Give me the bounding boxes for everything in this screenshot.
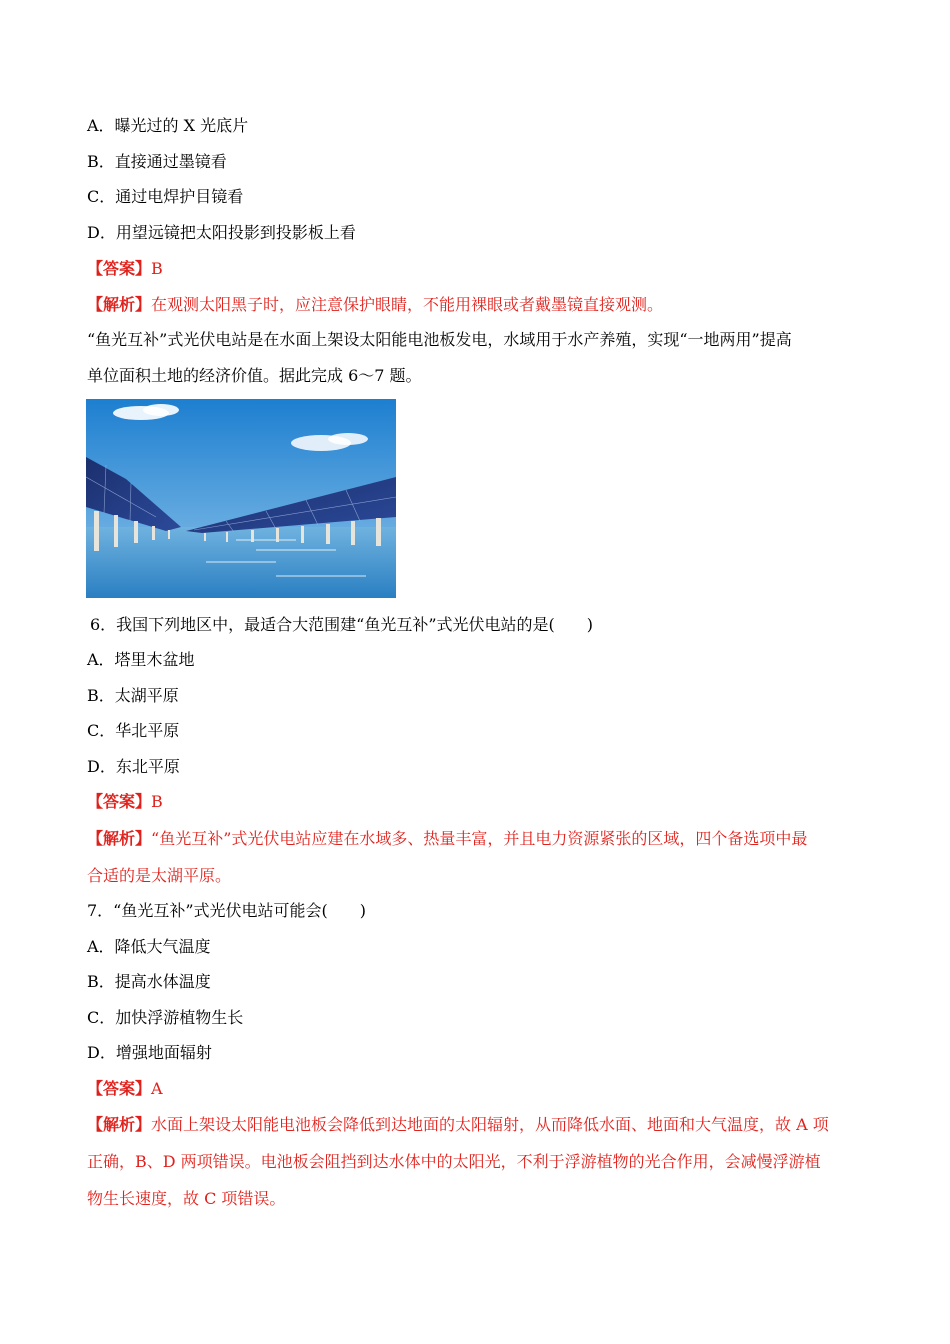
prev-option-c: C．通过电焊护目镜看 [87, 187, 244, 206]
answer-value: A [151, 1079, 163, 1098]
analysis-tag: 【解析】 [87, 295, 152, 314]
intro-line-2: 单位面积土地的经济价值。据此完成 6～7 题。 [87, 366, 422, 385]
answer-value: B [151, 259, 163, 278]
q5-answer [87, 259, 163, 279]
answer-tag: 【答案】 [87, 259, 152, 278]
analysis-text: 水面上架设太阳能电池板会降低到达地面的太阳辐射，从而降低水面、地面和大气温度，故 A 项 [151, 1115, 829, 1134]
q7-answer [87, 1079, 163, 1099]
q6-stem: 6．我国下列地区中，最适合大范围建“鱼光互补”式光伏电站的是( ) [90, 615, 594, 634]
q6-analysis-line-1 [87, 829, 807, 849]
q6-option-a: A．塔里木盆地 [87, 650, 195, 669]
analysis-text: “鱼光互补”式光伏电站应建在水域多、热量丰富，并且电力资源紧张的区域，四个备选项中最 [151, 829, 808, 848]
q7-option-b: B．提高水体温度 [87, 972, 211, 991]
q6-analysis-line-2: 合适的是太湖平原。 [87, 866, 232, 885]
prev-option-b: B．直接通过墨镜看 [87, 152, 227, 171]
q6-option-b: B．太湖平原 [87, 686, 179, 705]
q7-stem: 7．“鱼光互补”式光伏电站可能会( ) [87, 901, 367, 920]
q6-answer [87, 792, 163, 812]
analysis-tag: 【解析】 [87, 1115, 152, 1134]
answer-tag: 【答案】 [87, 792, 152, 811]
q6-option-d: D．东北平原 [87, 757, 180, 776]
q6-option-c: C．华北平原 [87, 721, 180, 740]
answer-tag: 【答案】 [87, 1079, 152, 1098]
q7-analysis-line-1 [87, 1115, 829, 1135]
prev-option-a: A．曝光过的 X 光底片 [87, 116, 249, 135]
q7-analysis-line-3: 物生长速度，故 C 项错误。 [87, 1189, 286, 1208]
q7-analysis-line-2: 正确，B、D 两项错误。电池板会阻挡到达水体中的太阳光，不利于浮游植物的光合作用，会减慢浮游植 [87, 1152, 821, 1171]
q5-analysis [87, 295, 663, 315]
prev-option-d: D．用望远镜把太阳投影到投影板上看 [87, 223, 356, 242]
intro-line-1: “鱼光互补”式光伏电站是在水面上架设太阳能电池板发电，水域用于水产养殖，实现“一地两用”提高 [87, 330, 792, 349]
solar-panels-over-water-photo [86, 399, 396, 598]
q7-option-c: C．加快浮游植物生长 [87, 1008, 244, 1027]
answer-value: B [151, 792, 163, 811]
analysis-text: 在观测太阳黑子时，应注意保护眼睛，不能用裸眼或者戴墨镜直接观测。 [151, 295, 664, 314]
analysis-tag: 【解析】 [87, 829, 152, 848]
q7-option-a: A．降低大气温度 [87, 937, 211, 956]
q7-option-d: D．增强地面辐射 [87, 1043, 212, 1062]
